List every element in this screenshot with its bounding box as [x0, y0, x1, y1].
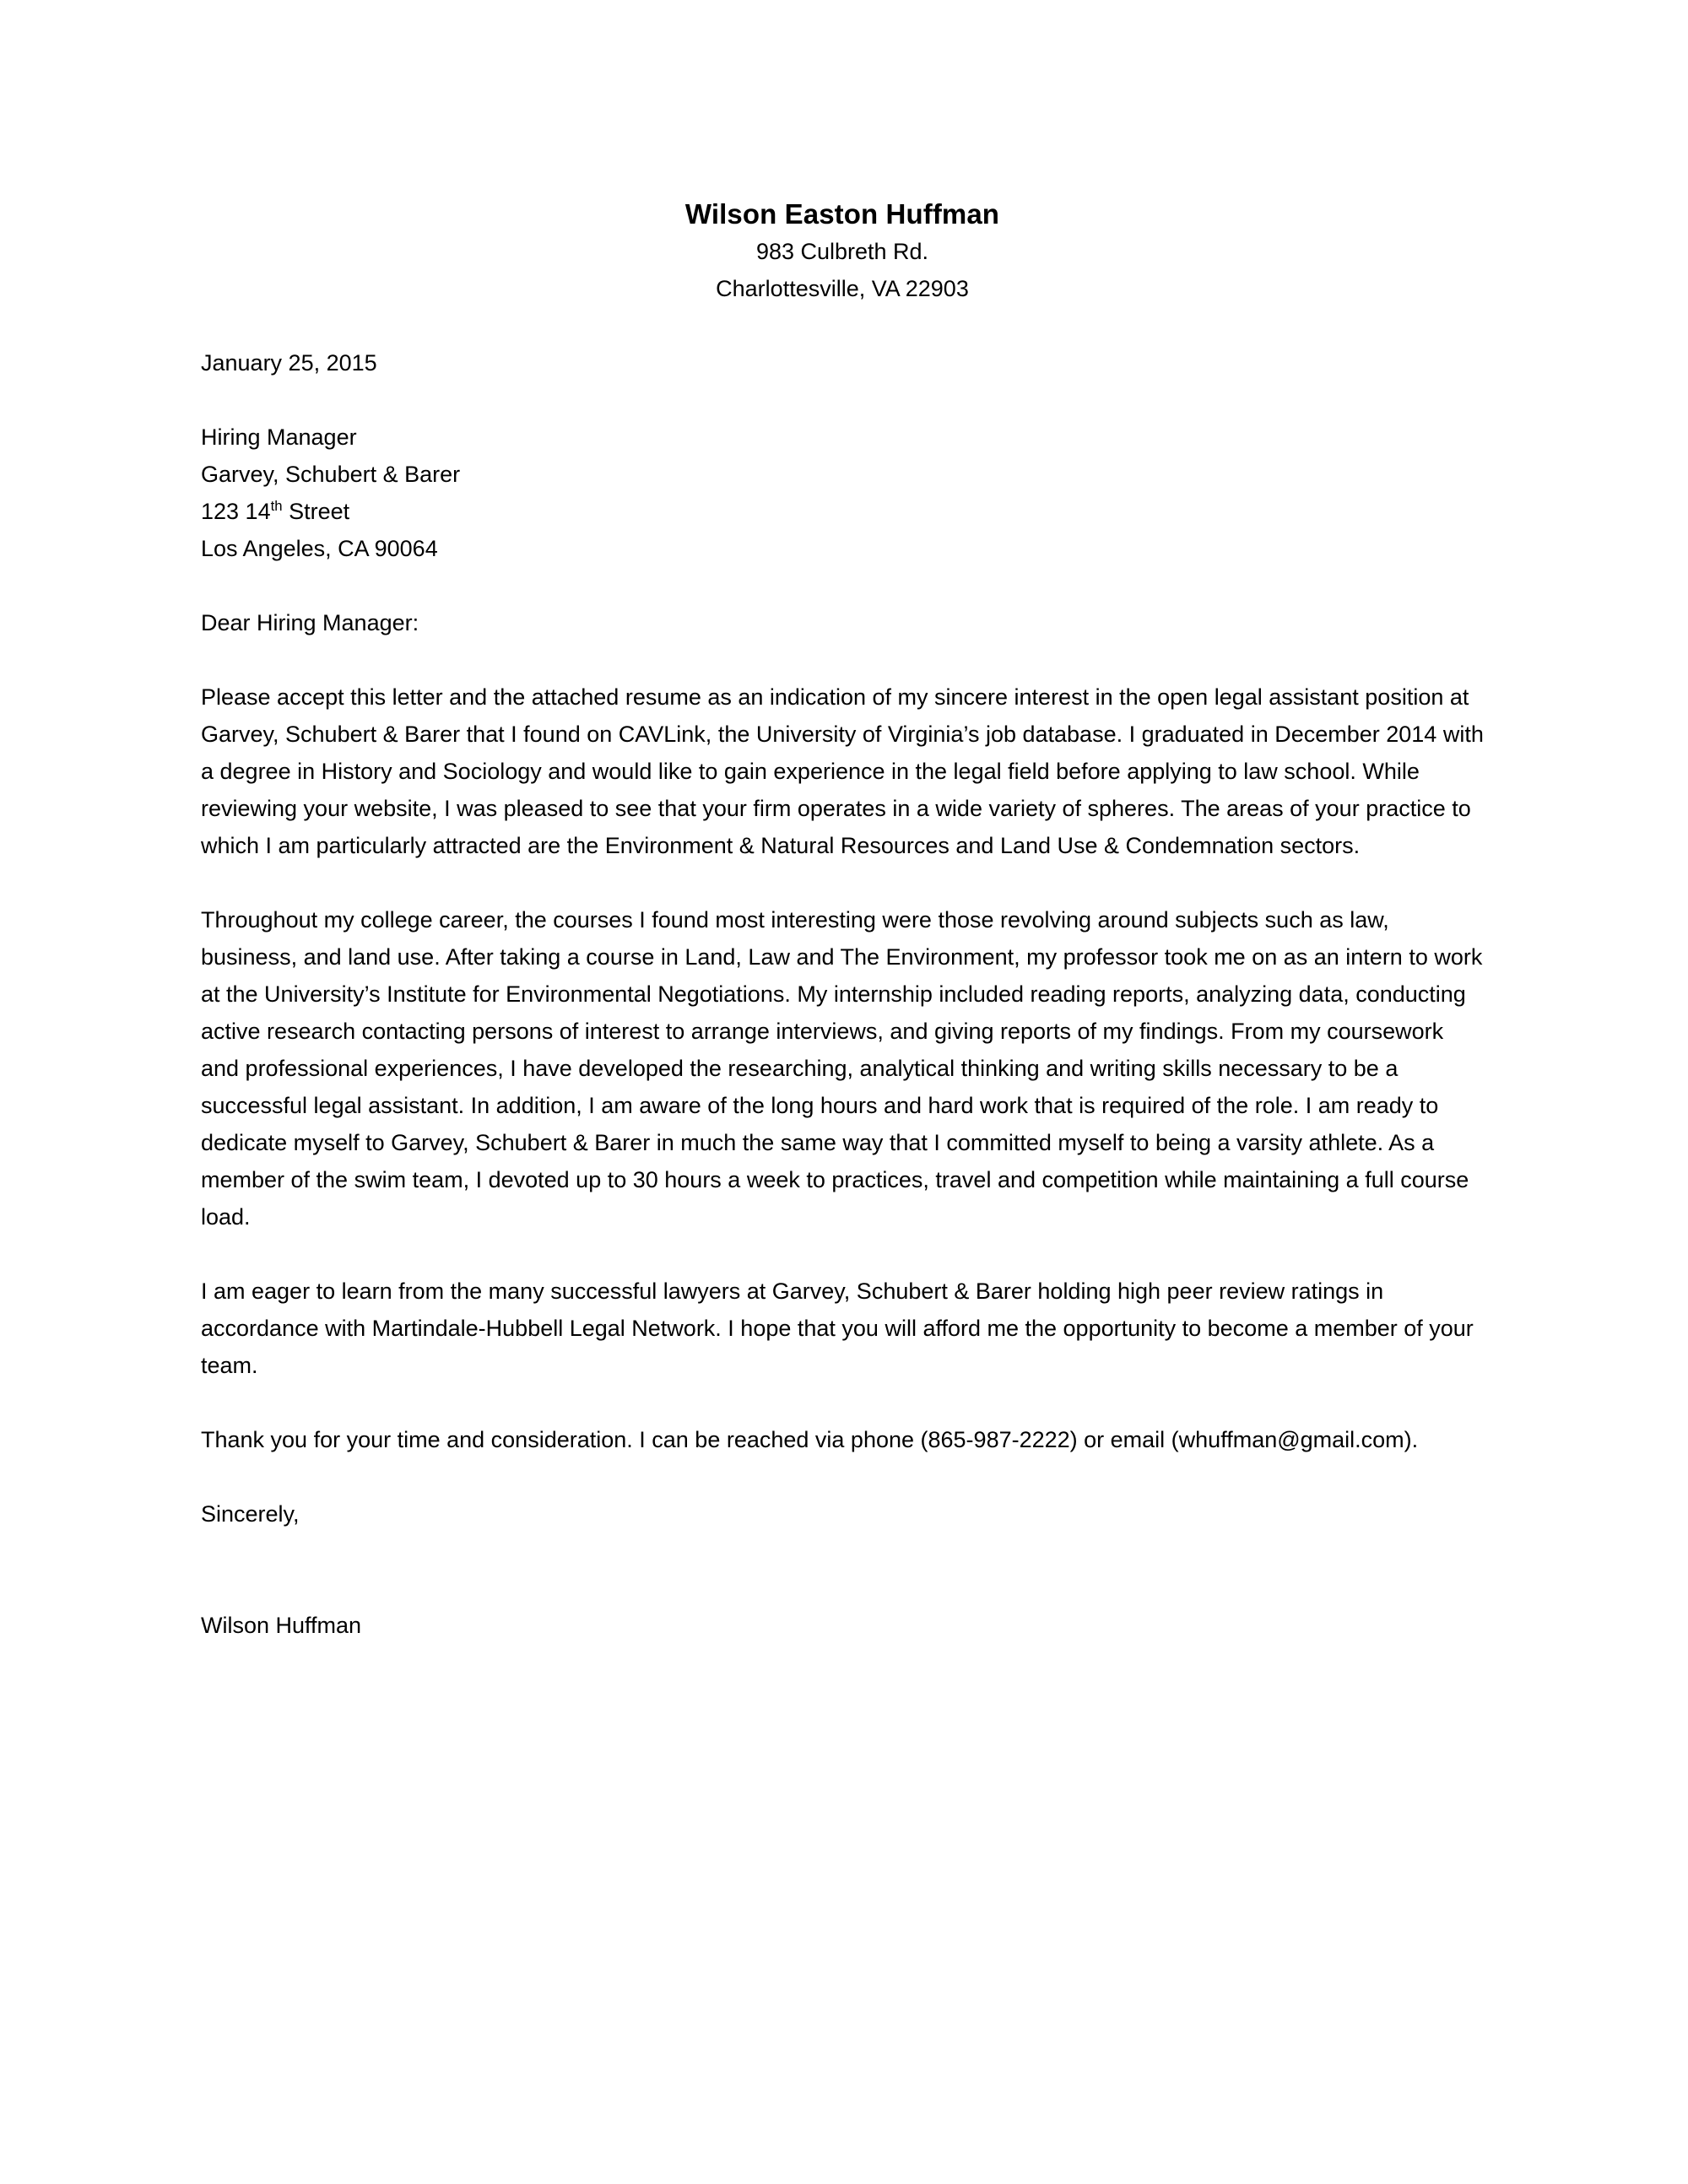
letterhead: [201, 0, 1484, 307]
date-text: January 25, 2015: [201, 350, 377, 376]
salutation: [201, 604, 1484, 641]
ordinal-suffix: th: [270, 498, 283, 514]
salutation-text: Dear Hiring Manager:: [201, 610, 419, 635]
closing: [201, 1495, 1484, 1533]
signature: [201, 1607, 1484, 1644]
body-paragraph-4: Thank you for your time and consideration. I can be reached via phone (865-987-2222) or email (whuffman@gmail.com).: [201, 1427, 1419, 1452]
recipient-street-name: Street: [282, 499, 350, 524]
recipient-street-number: 123 14: [201, 499, 271, 524]
recipient-line-1: Hiring Manager: [201, 424, 357, 450]
body-paragraph-2: Throughout my college career, the courses I found most interesting were those revolving around subjects such as law, business, and land use. After taking a course in Land, Law and The Environment, my professor took me on as an intern to work at the University’s Institute for Environmental Negotiations. My internship included reading reports, analyzing data, conducting active research contacting persons of interest to arrange interviews, and giving reports of my findings. From my coursework and professional experiences, I have developed the researching, analytical thinking and writing skills necessary to be a successful legal assistant. In addition, I am aware of the long hours and hard work that is required of the role. I am ready to dedicate myself to Garvey, Schubert & Barer in much the same way that I committed myself to being a varsity athlete. As a member of the swim team, I devoted up to 30 hours a week to practices, travel and competition while maintaining a full course load.: [201, 907, 1483, 1230]
body-paragraph-3: I am eager to learn from the many successful lawyers at Garvey, Schubert & Barer holding high peer review ratings in accordance with Martindale-Hubbell Legal Network. I hope that you will afford me the opportunity to become a member of your team.: [201, 1279, 1474, 1378]
recipient-line-4: Los Angeles, CA 90064: [201, 536, 438, 561]
sender-street: 983 Culbreth Rd.: [755, 239, 929, 264]
sender-name: Wilson Easton Huffman: [684, 198, 1000, 230]
recipient-line-3: [201, 493, 1484, 530]
recipient-line-2: Garvey, Schubert & Barer: [201, 462, 461, 487]
sender-city-state-zip: Charlottesville, VA 22903: [716, 276, 969, 301]
letter-content: [201, 0, 1484, 1644]
signature-name: Wilson Huffman: [201, 1613, 362, 1638]
letter-date: [201, 344, 1484, 381]
recipient-address: [201, 419, 1484, 567]
closing-text: Sincerely,: [201, 1501, 300, 1527]
body-paragraph-1: Please accept this letter and the attached resume as an indication of my sincere interest in the open legal assistant position at Garvey, Schubert & Barer that I found on CAVLink, the University of Virginia’s job database. I graduated in December 2014 with a degree in History and Sociology and would like to gain experience in the legal field before applying to law school. While reviewing your website, I was pleased to see that your firm operates in a wide variety of spheres. The areas of your practice to which I am particularly attracted are the Environment & Natural Resources and Land Use & Condemnation sectors.: [201, 684, 1484, 858]
